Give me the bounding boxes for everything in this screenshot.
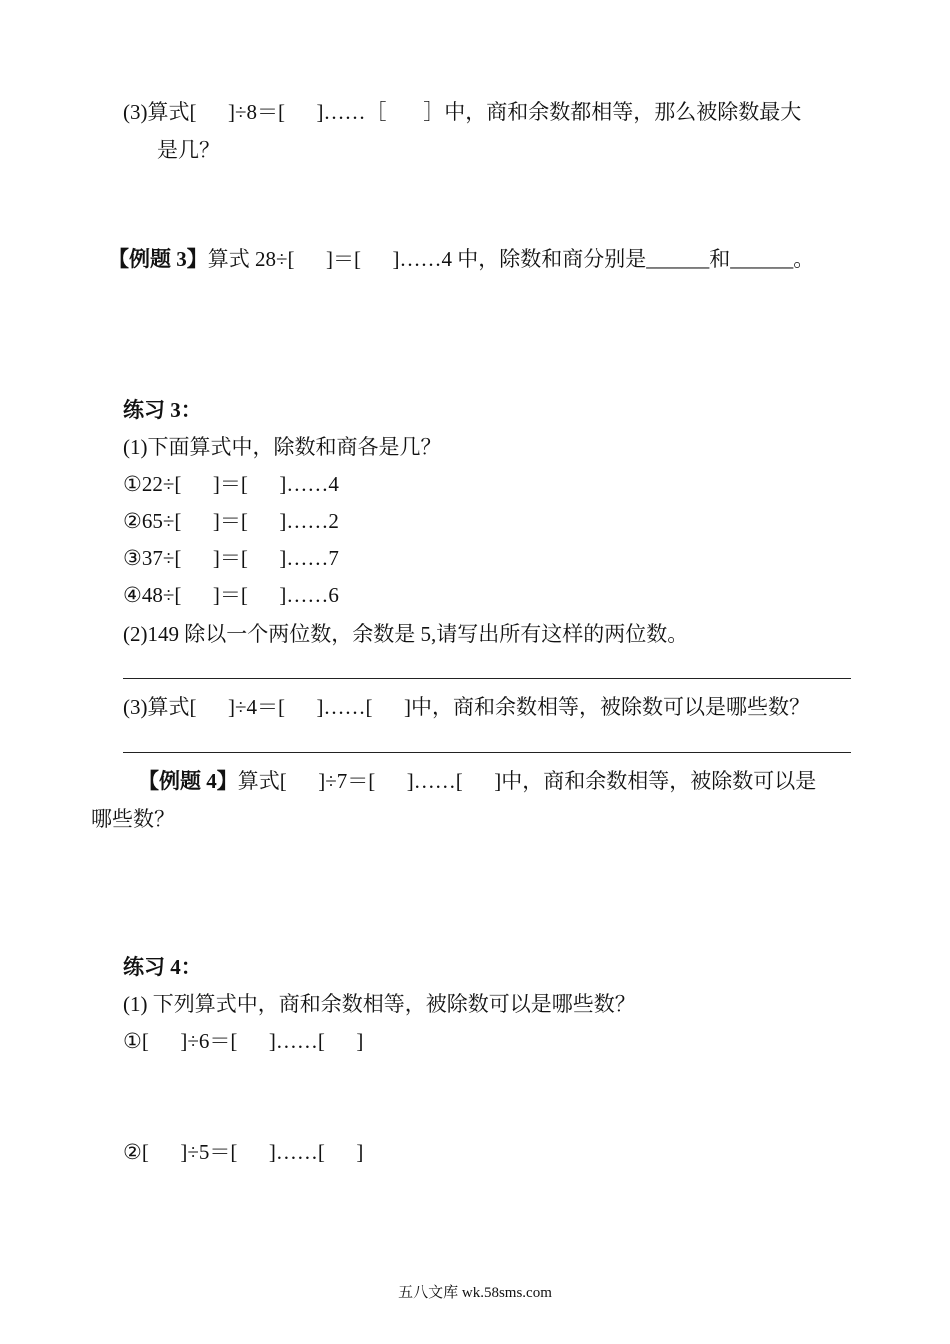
practice-4-question-1: (1) 下列算式中，商和余数相等，被除数可以是哪些数？	[123, 992, 636, 1016]
practice-3-item-1: ①22÷[ ]＝[ ]……4	[123, 472, 339, 496]
problem-3-line-1: (3)算式[ ]÷8＝[ ]……［ ］中，商和余数都相等，那么被除数最大	[123, 100, 802, 124]
example-4-tag: 【例题 4】	[138, 769, 238, 793]
practice-3-title: 练习 3：	[123, 398, 202, 422]
problem-3-line-2: 是几？	[157, 138, 220, 162]
practice-3-question-2: (2)149 除以一个两位数，余数是 5,请写出所有这样的两位数。	[123, 622, 689, 646]
example-4-line-2: 哪些数？	[91, 807, 175, 831]
example-3-tag: 【例题 3】	[108, 247, 208, 271]
example-3-text: 算式 28÷[ ]＝[ ]……4 中，除数和商分别是______和______。	[207, 247, 815, 271]
example-4-line-1	[138, 768, 816, 794]
example-4-text: 算式[ ]÷7＝[ ]……[ ]中，商和余数相等，被除数可以是	[237, 769, 817, 793]
answer-line	[123, 752, 851, 753]
answer-line	[123, 678, 851, 679]
example-3	[108, 246, 814, 272]
practice-3-item-2: ②65÷[ ]＝[ ]……2	[123, 509, 339, 533]
page-footer: 五八文库 wk.58sms.com	[398, 1285, 552, 1301]
practice-4-item-1: ①[ ]÷6＝[ ]……[ ]	[123, 1029, 364, 1053]
practice-3-question-3: (3)算式[ ]÷4＝[ ]……[ ]中，商和余数相等，被除数可以是哪些数？	[123, 695, 810, 719]
practice-3-question-1: (1)下面算式中，除数和商各是几？	[123, 435, 442, 459]
practice-3-item-3: ③37÷[ ]＝[ ]……7	[123, 546, 339, 570]
practice-4-item-2: ②[ ]÷5＝[ ]……[ ]	[123, 1140, 364, 1164]
practice-3-item-4: ④48÷[ ]＝[ ]……6	[123, 583, 339, 607]
practice-4-title: 练习 4：	[123, 955, 202, 979]
